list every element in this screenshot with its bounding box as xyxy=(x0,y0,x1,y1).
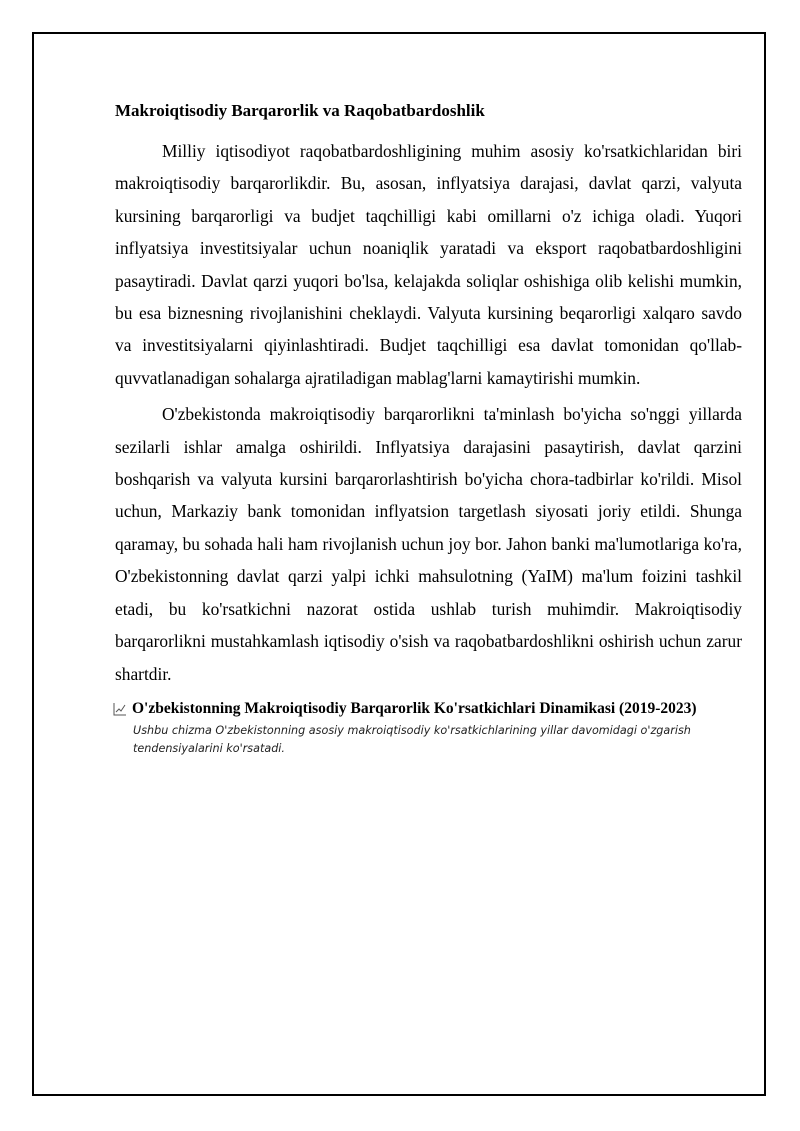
figure-caption: Ushbu chizma O'zbekistonning asosiy makroiqtisodiy ko'rsatkichlarining yillar davomidagi o'zgarish tendensiyalarini ko'rsatadi. xyxy=(133,723,691,755)
paragraph-2: O'zbekistonda makroiqtisodiy barqarorlikni ta'minlash bo'yicha so'nggi yillarda sezilarli ishlar amalga oshirildi. Inflyatsiya darajasini pasaytirish, davlat qarzini boshqarish va valyuta kursini barqarorlashtirish bo'yicha chora-tadbirlar ko'rildi. Misol uchun, Markaziy bank tomonidan inflyatsion targetlash siyosati joriy etildi. Shunga qaramay, bu sohada hali ham rivojlanish uchun joy bor. Jahon banki ma'lumotlariga ko'ra, O'zbekistonning davlat qarzi yalpi ichki mahsulotning (YaIM) ma'lum foizini tashkil etadi, bu ko'rsatkichni nazorat ostida ushlab turish muhimdir. Makroiqtisodiy barqarorlikni mustahkamlash iqtisodiy o'sish va raqobatbardoshlikni oshirish uchun zarur shartdir. xyxy=(115,404,742,684)
paragraph-1: Milliy iqtisodiyot raqobatbardoshligining muhim asosiy ko'rsatkichlaridan biri makroiqtisodiy barqarorlikdir. Bu, asosan, inflyatsiya darajasi, davlat qarzi, valyuta kursining barqarorligi va budjet taqchilligi kabi omillarni o'z ichiga oladi. Yuqori inflyatsiya investitsiyalar uchun noaniqlik yaratadi va eksport raqobatbardoshligini pasaytiradi. Davlat qarzi yuqori bo'lsa, kelajakda soliqlar oshishiga olib kelishi mumkin, bu esa biznesning rivojlanishini cheklaydi. Valyuta kursining beqarorligi xalqaro savdo va investitsiyalarni qiyinlashtiradi. Budjet taqchilligi esa davlat tomonidan qo'llab-quvvatlanadigan sohalarga ajratiladigan mablag'larni kamaytirishi mumkin. xyxy=(115,141,742,388)
document-body xyxy=(115,98,742,758)
figure-title-row xyxy=(113,700,742,718)
chart-line-icon xyxy=(113,702,127,716)
figure-title: O'zbekistonning Makroiqtisodiy Barqarorlik Ko'rsatkichlari Dinamikasi (2019-2023) xyxy=(132,699,697,717)
section-heading: Makroiqtisodiy Barqarorlik va Raqobatbardoshlik xyxy=(115,101,485,120)
figure-placeholder xyxy=(113,700,742,758)
